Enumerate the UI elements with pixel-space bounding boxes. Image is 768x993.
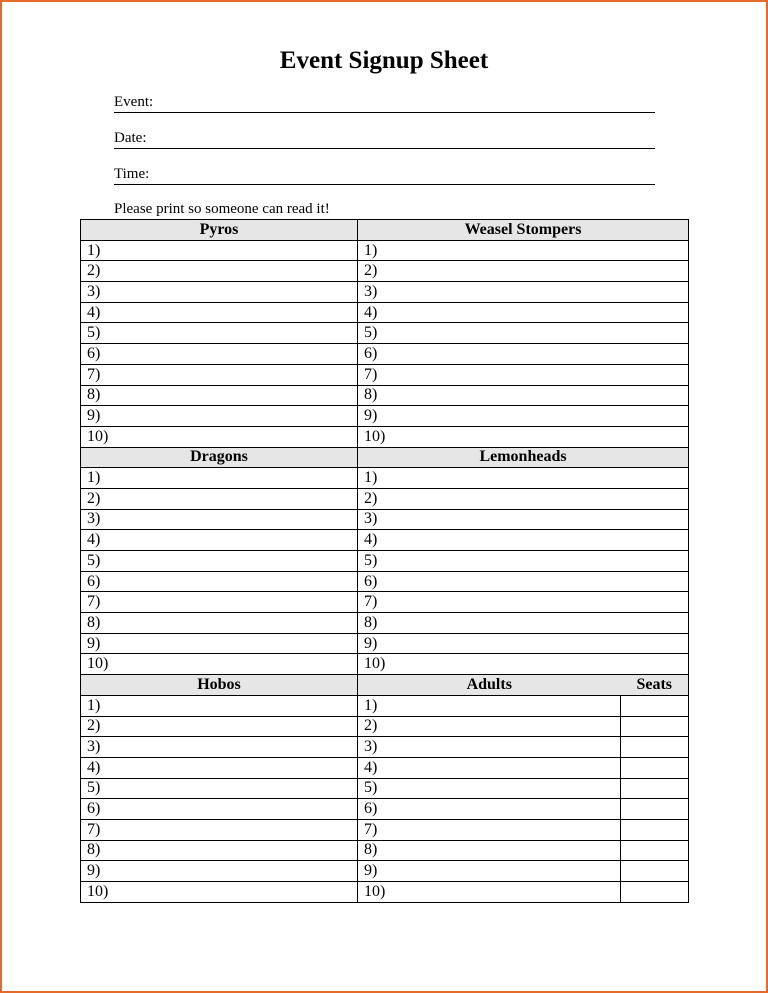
signup-slot-right[interactable]: 4) [358, 530, 689, 551]
signup-slot-left[interactable]: 5) [81, 551, 358, 572]
signup-row [81, 406, 689, 427]
signup-slot-left[interactable]: 6) [81, 344, 358, 365]
event-label: Event: [114, 94, 154, 110]
signup-slot-left[interactable]: 3) [81, 737, 358, 758]
signup-slot-left[interactable]: 6) [81, 571, 358, 592]
signup-slot-left[interactable]: 2) [81, 488, 358, 509]
signup-row [81, 530, 689, 551]
seats-cell[interactable] [621, 799, 689, 820]
signup-slot-left[interactable]: 4) [81, 302, 358, 323]
signup-slot-left[interactable]: 10) [81, 426, 358, 447]
signup-slot-left[interactable]: 10) [81, 882, 358, 903]
signup-slot-right[interactable]: 10) [358, 654, 689, 675]
signup-row [81, 757, 689, 778]
signup-slot-right[interactable]: 1) [358, 695, 621, 716]
seats-cell[interactable] [621, 778, 689, 799]
group-header-left: Hobos [81, 675, 358, 696]
signup-row [81, 571, 689, 592]
signup-slot-right[interactable]: 8) [358, 840, 621, 861]
signup-slot-left[interactable]: 7) [81, 364, 358, 385]
signup-slot-right[interactable]: 6) [358, 799, 621, 820]
signup-row [81, 385, 689, 406]
page-title: Event Signup Sheet [279, 47, 489, 74]
signup-slot-left[interactable]: 5) [81, 323, 358, 344]
signup-slot-left[interactable]: 6) [81, 799, 358, 820]
signup-row [81, 468, 689, 489]
signup-slot-left[interactable]: 8) [81, 613, 358, 634]
group-header-right: Weasel Stompers [358, 220, 689, 241]
signup-slot-right[interactable]: 7) [358, 819, 621, 840]
seats-cell[interactable] [621, 861, 689, 882]
signup-slot-left[interactable]: 9) [81, 406, 358, 427]
instruction-note: Please print so someone can read it! [114, 201, 330, 217]
signup-row [81, 861, 689, 882]
signup-slot-right[interactable]: 8) [358, 385, 689, 406]
signup-slot-right[interactable]: 9) [358, 861, 621, 882]
signup-slot-right[interactable]: 8) [358, 613, 689, 634]
signup-slot-right[interactable]: 4) [358, 757, 621, 778]
signup-slot-right[interactable]: 3) [358, 282, 689, 303]
signup-row [81, 716, 689, 737]
signup-slot-left[interactable]: 9) [81, 861, 358, 882]
group-header-row [81, 675, 689, 696]
seats-cell[interactable] [621, 757, 689, 778]
signup-slot-right[interactable]: 10) [358, 426, 689, 447]
signup-row [81, 488, 689, 509]
signup-slot-right[interactable]: 9) [358, 406, 689, 427]
signup-row [81, 654, 689, 675]
signup-slot-right[interactable]: 6) [358, 344, 689, 365]
signup-slot-left[interactable]: 3) [81, 509, 358, 530]
date-label: Date: [114, 130, 147, 146]
signup-row [81, 613, 689, 634]
signup-row [81, 302, 689, 323]
signup-slot-right[interactable]: 5) [358, 778, 621, 799]
signup-slot-right[interactable]: 3) [358, 737, 621, 758]
signup-slot-left[interactable]: 8) [81, 840, 358, 861]
signup-slot-left[interactable]: 2) [81, 261, 358, 282]
signup-row [81, 282, 689, 303]
signup-row [81, 799, 689, 820]
signup-row [81, 364, 689, 385]
signup-row [81, 737, 689, 758]
signup-row [81, 633, 689, 654]
signup-slot-left[interactable]: 1) [81, 695, 358, 716]
event-field[interactable] [114, 92, 655, 113]
signup-slot-right[interactable]: 3) [358, 509, 689, 530]
signup-slot-right[interactable]: 2) [358, 488, 689, 509]
group-header-right: Adults [358, 675, 621, 696]
signup-slot-left[interactable]: 1) [81, 240, 358, 261]
signup-slot-right[interactable]: 7) [358, 592, 689, 613]
group-header-left: Pyros [81, 220, 358, 241]
seats-cell[interactable] [621, 819, 689, 840]
signup-slot-right[interactable]: 6) [358, 571, 689, 592]
signup-slot-right[interactable]: 9) [358, 633, 689, 654]
signup-row [81, 840, 689, 861]
signup-row [81, 592, 689, 613]
signup-slot-left[interactable]: 5) [81, 778, 358, 799]
signup-row [81, 778, 689, 799]
signup-slot-right[interactable]: 2) [358, 716, 621, 737]
seats-cell[interactable] [621, 840, 689, 861]
signup-slot-right[interactable]: 2) [358, 261, 689, 282]
signup-slot-left[interactable]: 10) [81, 654, 358, 675]
signup-slot-left[interactable]: 4) [81, 530, 358, 551]
group-header-row [81, 447, 689, 468]
seats-cell[interactable] [621, 737, 689, 758]
time-field[interactable] [114, 164, 655, 185]
signup-row [81, 695, 689, 716]
signup-row [81, 323, 689, 344]
signup-row [81, 426, 689, 447]
group-header-right: Lemonheads [358, 447, 689, 468]
group-header-left: Dragons [81, 447, 358, 468]
signup-row [81, 551, 689, 572]
signup-slot-left[interactable]: 8) [81, 385, 358, 406]
signup-slot-left[interactable]: 7) [81, 592, 358, 613]
signup-slot-right[interactable]: 1) [358, 240, 689, 261]
seats-cell[interactable] [621, 882, 689, 903]
time-label: Time: [114, 166, 150, 182]
signup-row [81, 261, 689, 282]
signup-slot-right[interactable]: 5) [358, 323, 689, 344]
signup-slot-left[interactable]: 2) [81, 716, 358, 737]
seats-cell[interactable] [621, 716, 689, 737]
signup-slot-left[interactable]: 7) [81, 819, 358, 840]
signup-slot-right[interactable]: 1) [358, 468, 689, 489]
signup-slot-right[interactable]: 10) [358, 882, 621, 903]
signup-slot-right[interactable]: 5) [358, 551, 689, 572]
signup-row [81, 819, 689, 840]
signup-slot-left[interactable]: 4) [81, 757, 358, 778]
signup-slot-left[interactable]: 9) [81, 633, 358, 654]
seats-cell[interactable] [621, 695, 689, 716]
group-header-row [81, 220, 689, 241]
signup-slot-right[interactable]: 7) [358, 364, 689, 385]
signup-slot-left[interactable]: 3) [81, 282, 358, 303]
signup-row [81, 240, 689, 261]
signup-slot-left[interactable]: 1) [81, 468, 358, 489]
signup-row [81, 344, 689, 365]
signup-row [81, 509, 689, 530]
date-field[interactable] [114, 128, 655, 149]
signup-row [81, 882, 689, 903]
group-header-extra: Seats [621, 675, 689, 696]
signup-table [80, 219, 689, 903]
signup-slot-right[interactable]: 4) [358, 302, 689, 323]
